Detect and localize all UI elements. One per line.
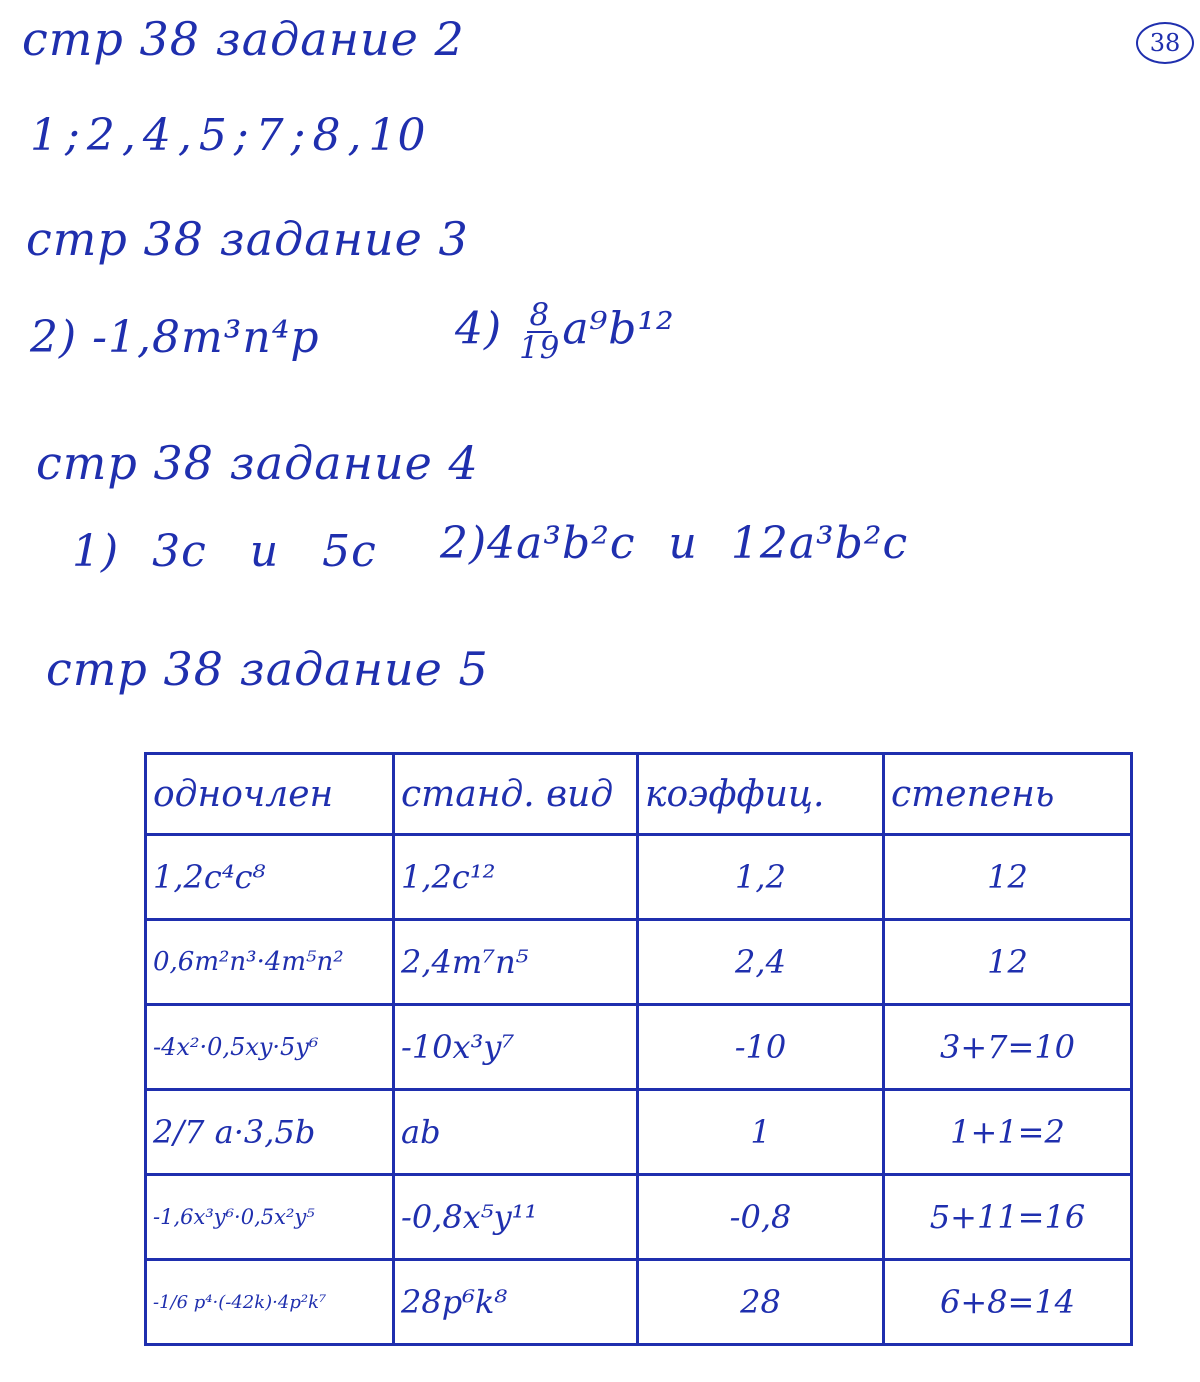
monomial-table: [144, 752, 1133, 1346]
task4-item2-conj: и: [668, 518, 698, 569]
task2-separator: ,: [177, 110, 193, 161]
cell-coefficient: 28: [638, 1260, 884, 1345]
task2-answers: [30, 110, 432, 161]
task2-heading: стр 38 задание 2: [22, 12, 465, 66]
task2-answer: 8: [312, 110, 342, 161]
task4-item1: [72, 526, 377, 577]
table-row: [146, 1005, 1132, 1090]
task3-item2-coef: -1,8: [92, 312, 182, 363]
task3-item2-expr: m³n⁴p: [181, 312, 320, 363]
cell-standard-form: -0,8x⁵y¹¹: [394, 1175, 638, 1260]
task2-separator: ;: [233, 110, 250, 161]
task3-item2-label: 2): [30, 312, 78, 363]
task5-heading: стр 38 задание 5: [46, 642, 489, 696]
column-header-coefficient: коэффиц.: [638, 754, 884, 835]
cell-coefficient: -0,8: [638, 1175, 884, 1260]
task2-answer: 2: [86, 110, 116, 161]
task2-answer: 7: [255, 110, 285, 161]
task3-item2: [30, 312, 320, 363]
table-row: [146, 1260, 1132, 1345]
task2-separator: ,: [121, 110, 137, 161]
cell-coefficient: 2,4: [638, 920, 884, 1005]
task2-separator: ;: [65, 110, 81, 161]
cell-monomial: -4x²·0,5xy·5y⁶: [146, 1005, 394, 1090]
cell-standard-form: 28p⁶k⁸: [394, 1260, 638, 1345]
task4-item1-b: 5c: [322, 526, 377, 577]
column-header-standard-form: станд. вид: [394, 754, 638, 835]
cell-standard-form: 2,4m⁷n⁵: [394, 920, 638, 1005]
task3-item4-numerator: 8: [529, 297, 551, 333]
cell-monomial: 1,2c⁴c⁸: [146, 835, 394, 920]
task3-item4-denominator: 19: [519, 329, 561, 366]
task4-item2-label: 2): [440, 518, 488, 569]
cell-coefficient: 1,2: [638, 835, 884, 920]
cell-degree: 1+1=2: [884, 1090, 1132, 1175]
page-number-badge: 38: [1136, 22, 1194, 64]
column-header-degree: степень: [884, 754, 1132, 835]
cell-degree: 6+8=14: [884, 1260, 1132, 1345]
task4-item1-a: 3c: [152, 526, 207, 577]
cell-degree: 5+11=16: [884, 1175, 1132, 1260]
cell-monomial: 0,6m²n³·4m⁵n²: [146, 920, 394, 1005]
task4-item1-label: 1): [72, 526, 120, 577]
task3-item4-expr: a⁹b¹²: [562, 303, 675, 355]
cell-degree: 12: [884, 835, 1132, 920]
task2-answer: 10: [368, 110, 427, 161]
task3-heading: стр 38 задание 3: [26, 212, 469, 266]
task4-item2: [440, 518, 908, 569]
cell-standard-form: ab: [394, 1090, 638, 1175]
task2-answer: 4: [142, 110, 172, 161]
table-row: [146, 1090, 1132, 1175]
table-header-row: [146, 754, 1132, 835]
task4-item2-a: 4a³b²c: [487, 518, 636, 569]
table-row: [146, 920, 1132, 1005]
task3-item4-label: 4): [455, 303, 503, 355]
task4-item2-b: 12a³b²c: [730, 518, 909, 569]
cell-monomial: -1/6 p⁴·(-42k)·4p²k⁷: [146, 1260, 394, 1345]
task2-answer: 1: [30, 110, 59, 161]
task3-item4-fraction: [517, 297, 562, 366]
column-header-monomial: одночлен: [146, 754, 394, 835]
task2-separator: ;: [290, 110, 307, 161]
cell-standard-form: -10x³y⁷: [394, 1005, 638, 1090]
cell-degree: 12: [884, 920, 1132, 1005]
task2-answer: 5: [198, 110, 228, 161]
cell-monomial: 2/7 a·3,5b: [146, 1090, 394, 1175]
task3-item4: [455, 297, 675, 366]
cell-degree: 3+7=10: [884, 1005, 1132, 1090]
cell-coefficient: -10: [638, 1005, 884, 1090]
task2-separator: ,: [347, 110, 363, 161]
cell-coefficient: 1: [638, 1090, 884, 1175]
task4-item1-conj: и: [249, 526, 280, 577]
table-row: [146, 835, 1132, 920]
cell-standard-form: 1,2c¹²: [394, 835, 638, 920]
table-row: [146, 1175, 1132, 1260]
task4-heading: стр 38 задание 4: [36, 436, 479, 490]
cell-monomial: -1,6x³y⁶·0,5x²y⁵: [146, 1175, 394, 1260]
